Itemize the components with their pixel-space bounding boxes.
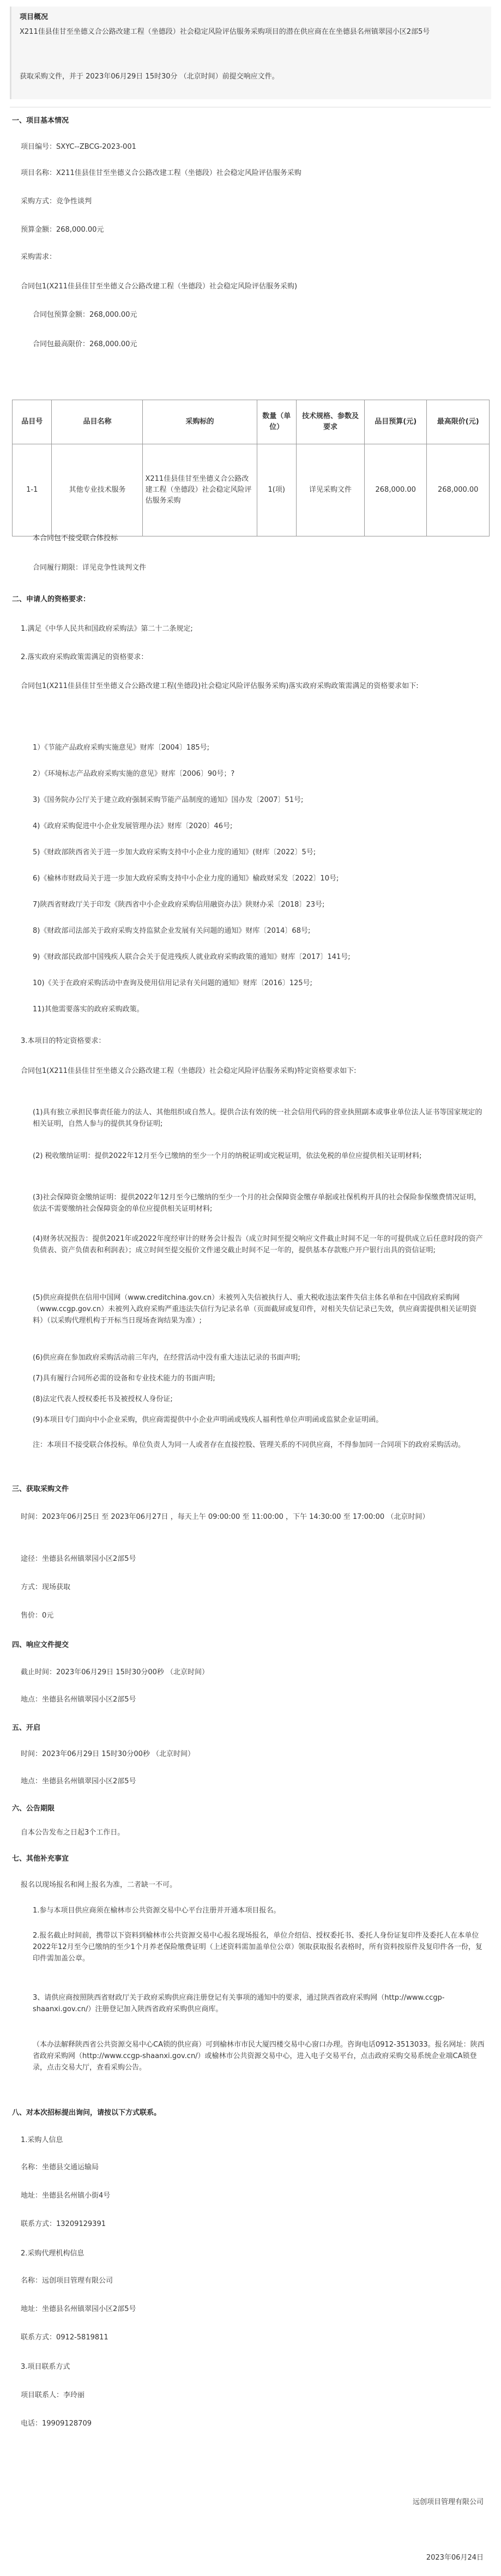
col-header-spec: 技术规格、参数及要求	[296, 400, 364, 444]
submission-place: 地点：坐德县名州镇翠园小区2部5号	[21, 1696, 136, 1704]
section-4-title: 四、响应文件提交	[12, 1641, 69, 1649]
acquisition-time: 时间：2023年06月25日 至 2023年06月27日 ，每天上午 09:00:00 至 11:00:00 ，下午 14:30:00 至 17:00:00 （北京时间）	[21, 1513, 430, 1521]
buyer-address: 地址：坐德县名州镇小街4号	[21, 2192, 111, 2200]
acquisition-way: 方式：现场获取	[21, 1583, 71, 1591]
contact-person: 项目联系人：李玲丽	[21, 2391, 85, 2399]
procurement-method: 采购方式：竞争性谈判	[21, 197, 92, 206]
agent-phone: 联系方式：0912-5819811	[21, 2333, 108, 2342]
buyer-name: 名称：坐德县交通运输局	[21, 2163, 99, 2171]
section-7-title: 七、其他补充事宜	[12, 1855, 69, 1863]
section-5-title: 五、开启	[12, 1724, 41, 1732]
contract-period: 合同履行期限：详见竞争性谈判文件	[33, 564, 147, 572]
document-price: 售价：0元	[21, 1612, 54, 1620]
overview-paragraph: X211佳县佳甘至坐德义合公路改建工程（坐德段）社会稳定风险评估服务采购项目的潜在供应商在在坐德县名州镇翠园小区2部5号	[20, 28, 430, 36]
buyer-phone: 联系方式：13209129391	[21, 2220, 106, 2228]
col-header-quantity: 数量（单位）	[257, 400, 296, 444]
project-overview-box	[10, 7, 491, 99]
col-header-target: 采购标的	[143, 400, 257, 444]
agent-name: 名称：远创项目管理有限公司	[21, 2277, 113, 2285]
qualification-item-1: 1.满足《中华人民共和国政府采购法》第二十二条规定;	[21, 625, 193, 633]
policy-item: 9)《财政部民政部中国残疾人联合会关于促进残疾人就业政府采购政策的通知》财库〔2017〕141号;	[33, 953, 351, 961]
policy-requirement-detail: 合同包1(X211佳县佳甘至坐德义合公路改建工程(坐德段)社会稳定风险评估服务采购)落实政府采购政策需满足的资格要求如下:	[21, 682, 419, 690]
policy-item: 3)《国务院办公厅关于建立政府强制采购节能产品制度的通知》国办发〔2007〕51号;	[33, 796, 304, 804]
agent-address: 地址：坐德县名州镇翠园小区2部5号	[21, 2305, 136, 2313]
specific-item: (1)具有独立承担民事责任能力的法人、其他组织或自然人。提供合法有效的统一社会信用代码的营业执照副本或事业单位法人证书等国家规定的相关证明，自然人参与的提供其身份证明;	[33, 1108, 482, 1128]
acquisition-place: 途径：坐德县名州镇翠园小区2部5号	[21, 1555, 136, 1563]
supplement-item-3: 3、请供应商按照陕西省财政厅关于政府采购供应商注册登记有关事项的通知中的要求，通过陕西省政府采购网（http://www.ccgp-shaanxi.gov.cn/）注册登记加入陕西省政府采购供应商库。	[33, 1994, 445, 2013]
section-1-title: 一、项目基本情况	[12, 117, 69, 125]
policy-item: 2）《环境标志产品政府采购实施的意见》财库〔2006〕90号；?	[33, 770, 235, 778]
footer-organization: 远创项目管理有限公司	[412, 2498, 484, 2506]
package-budget: 合同包预算金额：268,000.00元	[33, 311, 137, 319]
overview-deadline-line: 获取采购文件，并于 2023年06月29日 15时30分 （北京时间）前提交响应文件。	[20, 73, 279, 81]
announcement-period: 自本公告发布之日起3个工作日。	[21, 1829, 125, 1837]
section-8-title: 八、对本次招标提出询问，请按以下方式联系。	[12, 2109, 161, 2117]
cell-spec: 详见采购文件	[296, 444, 364, 536]
qualification-item-3: 3.本项目的特定资格要求：	[21, 1037, 106, 1045]
footer-date: 2023年06月24日	[426, 2554, 484, 2562]
policy-item: 6)《榆林市财政局关于进一步加大政府采购支持中小企业力度的通知》榆政财采发〔2022〕10号;	[33, 874, 339, 883]
specific-item: (7)具有履行合同所必需的设备和专业技术能力的书面声明;	[33, 1374, 215, 1383]
cell-max-price: 268,000.00	[427, 444, 490, 536]
supplement-item-2: 2.报名截止时间前，携带以下资料到榆林市公共资源交易中心报名现场报名，单位介绍信、授权委托书、委托人身份证复印件及委托人在本单位2022年12月至今已缴纳的至少1个月养老保险缴费证明（上述资料需加盖单位公章）领取获取报名表格时，所有资料按原件及复印件各一份，复印件需加盖公章。	[33, 1932, 482, 1963]
specific-item-note: 注：本项目不接受联合体投标。单位负责人为同一人或者存在直接控股、管理关系的不同供应商，不得参加同一合同项下的政府采购活动。	[33, 1441, 466, 1449]
specific-item: (4)财务状况报告：提供2021年或2022年度经审计的财务会计报告（成立时间至提交响应文件截止时间不足一年的可提供成立后任意时段的资产负债表、资产负债表和利润表）；成立时间至提交报价文件递交截止时间不足一年的，提供基本存款账户开户银行出具的资信证明;	[33, 1235, 483, 1254]
specific-item: (2) 税收缴纳证明：提供2022年12月至今已缴纳的至少一个月的纳税证明或完税证明，依法免税的单位应提供相关证明材料;	[33, 1152, 422, 1160]
cell-budget: 268,000.00	[364, 444, 426, 536]
buyer-info-title: 1.采购人信息	[21, 2136, 63, 2144]
section-2-title: 二、申请人的资格要求：	[12, 595, 90, 604]
qualification-item-2: 2.落实政府采购政策需满足的资格要求：	[21, 653, 148, 661]
table-row	[13, 444, 490, 536]
contract-package: 合同包1(X211佳县佳甘至坐德义合公路改建工程（坐德段）社会稳定风险评估服务采购)	[21, 282, 298, 291]
specific-item: (9)本项目专门面向中小企业采购，供应商需提供中小企业声明函或残疾人福利性单位声明函或监狱企业证明函。	[33, 1416, 383, 1424]
cell-item-name: 其他专业技术服务	[52, 444, 143, 536]
policy-item: 1）《节能产品政府采购实施意见》财库〔2004〕185号;	[33, 744, 210, 752]
policy-item: 7)陕西省财政厅关于印发《陕西省中小企业政府采购信用融资办法》陕财办采〔2018〕23号;	[33, 901, 325, 909]
project-name: 项目名称：X211佳县佳甘至坐德义合公路改建工程（坐德段）社会稳定风险评估服务采购	[21, 169, 301, 177]
section-6-title: 六、公告期限	[12, 1805, 55, 1813]
overview-title: 项目概况	[20, 13, 49, 21]
consortium-note: 本合同包不接受联合体投标	[33, 534, 118, 542]
col-header-max-price: 最高限价(元)	[427, 400, 490, 444]
col-header-item-name: 品目名称	[52, 400, 143, 444]
cell-item-no: 1-1	[13, 444, 52, 536]
specific-requirement-detail: 合同包1(X211佳县佳甘至坐德义合公路改建工程（坐德段）社会稳定风险评估服务采购)特定资格要求如下:	[21, 1067, 357, 1075]
contact-phone: 电话：19909128709	[21, 2420, 92, 2428]
supplement-intro: 报名以现场报名和网上报名为准，二者缺一不可。	[21, 1881, 177, 1889]
cell-target: X211佳县佳甘至坐德义合公路改建工程（坐德段）社会稳定风险评估服务采购	[143, 444, 257, 536]
specific-item: (8)法定代表人授权委托书及被授权人身份证;	[33, 1395, 173, 1403]
policy-item: 10)《关于在政府采购活动中查询及使用信用记录有关问题的通知》财库〔2016〕125号;	[33, 979, 312, 987]
policy-item: 5)《财政部陕西省关于进一步加大政府采购支持中小企业力度的通知》(财库〔2022〕5号;	[33, 848, 316, 856]
supplement-item-4: （本办法解释陕西省公共资源交易中心CA锁的供应商）可到榆林市市民大厦四楼交易中心窗口办理。咨询电话0912-3513033。报名网址：陕西省政府采购网（http://www.ccgp-shaanxi.gov.cn/）或榆林市公共资源交易中心，进入电子交易平台，点击政府采购交易系统企业端CA锁登录，点击交易大厅，查看采购公告。	[33, 2041, 485, 2072]
submission-deadline: 截止时间：2023年06月29日 15时30分00秒 （北京时间）	[21, 1668, 209, 1676]
supplement-item-1: 1.参与本项目供应商须在榆林市公共资源交易中心平台注册并开通本项目报名。	[33, 1907, 281, 1915]
policy-item: 8)《财政部司法部关于政府采购支持监狱企业发展有关问题的通知》财库〔2014〕68号;	[33, 927, 311, 935]
policy-item: 11)其他需要落实的政府采购政策。	[33, 1005, 144, 1013]
table-header-row	[13, 400, 490, 444]
procurement-items-table	[12, 400, 490, 536]
agent-info-title: 2.采购代理机构信息	[21, 2249, 84, 2258]
policy-item: 4)《政府采购促进中小企业发展管理办法》财库〔2020〕46号;	[33, 822, 233, 830]
section-3-title: 三、获取采购文件	[12, 1485, 69, 1493]
col-header-item-no: 品目号	[13, 400, 52, 444]
specific-item: (5)供应商提供在信用中国网（www.creditchina.gov.cn）未被列入失信被执行人、重大税收违法案件失信主体名单和在中国政府采购网（www.ccgp.gov.cn）未被列入政府采购严重违法失信行为记录名单（页面截屏或复印件，对相关失信记录已失效，供应商需提供相关证明资料）（以采购代理机构于开标当日现场查询结果为准）;	[33, 1294, 477, 1325]
contact-info-title: 3.项目联系方式	[21, 2363, 70, 2371]
specific-item: (3)社会保障资金缴纳证明：提供2022年12月至今已缴纳的至少一个月的社会保障资金缴存单据或社保机构开具的社会保险参保缴费情况证明，依法不需要缴纳社会保障资金的单位应提供相关证明材料;	[33, 1193, 481, 1213]
budget-amount: 预算金额：268,000.00元	[21, 226, 104, 234]
opening-place: 地点：坐德县名州镇翠园小区2部5号	[21, 1777, 136, 1785]
col-header-budget: 品目预算(元)	[364, 400, 426, 444]
project-number: 项目编号：SXYC--ZBCG-2023-001	[21, 143, 136, 151]
package-max-price: 合同包最高限价：268,000.00元	[33, 340, 137, 348]
cell-quantity: 1(项)	[257, 444, 296, 536]
specific-item: (6)供应商在参加政府采购活动前三年内，在经营活动中没有重大违法记录的书面声明;	[33, 1354, 300, 1362]
procurement-need-label: 采购需求：	[21, 253, 57, 261]
opening-time: 时间：2023年06月29日 15时30分00秒 （北京时间）	[21, 1750, 195, 1758]
